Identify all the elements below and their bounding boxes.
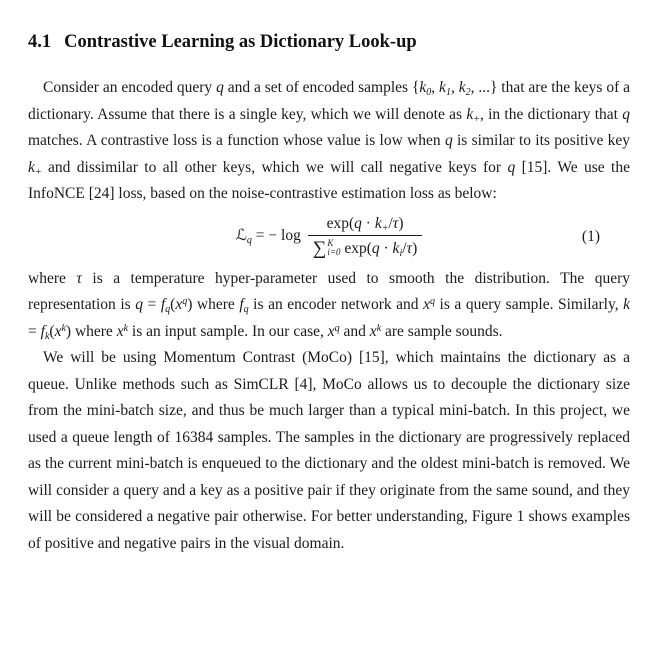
text-run: ℒ$_q$: [235, 227, 252, 247]
paragraph-moco-queue: [28, 345, 630, 557]
text-run: =: [142, 296, 161, 313]
sum-symbol: ∑ K i=0: [312, 237, 341, 259]
math-symbol: q: [135, 296, 143, 313]
text-run: ) where: [65, 322, 117, 340]
text-run: (: [49, 322, 55, 340]
text-run: We will be using Momentum Contrast (MoCo) [15], which maintains the dictionary as a queue. Unlike methods such as SimCLR [4], MoCo allows us to decouple the dictionary size from the mini-batch size, and thus be much larger than a typical mini-batch. In this project, we used a queue length of 16384 samples. The samples in the dictionary are progressively replaced as the current mini-batch is enqueued to the dictionary and the oldest mini-batch is removed. We will consider a query and a key as a positive pair if they originate from the same sound, and they will be considered a negative pair otherwise. For better understanding, Figure 1 shows examples of positive and negative pairs in the visual domain.: [28, 349, 630, 552]
text-run: , ...} that are the keys of a dictionary. Assume that there is a single key, which we will denote as: [28, 79, 631, 123]
text-run: and a set of encoded samples {: [223, 79, 420, 96]
text-run: ,: [431, 79, 440, 96]
math-symbol: q: [444, 132, 453, 149]
section-heading: [28, 31, 630, 54]
math-symbol: $f_k$: [40, 322, 50, 342]
math-symbol: $x^q$: [327, 322, 340, 340]
math-symbol: $k_2$: [458, 79, 471, 98]
text-run: ) where: [187, 296, 240, 313]
text-run: ): [412, 240, 418, 257]
equation-lhs: [236, 223, 301, 250]
math-symbol: $x^k$: [54, 322, 66, 340]
math-symbol: $x^k$: [116, 322, 129, 340]
math-symbol: $x^k$: [369, 322, 382, 340]
math-symbol: q: [507, 158, 516, 176]
math-symbol: q: [622, 105, 630, 123]
math-symbol: $x^q$: [175, 296, 188, 313]
text-run: /: [388, 215, 393, 232]
text-run: ·: [379, 240, 393, 257]
text-run: is an encoder network and: [248, 296, 424, 313]
text-run: is a query sample. Similarly,: [435, 296, 624, 313]
math-symbol: $k_i$: [392, 240, 403, 259]
text-run: , in the dictionary that: [479, 105, 623, 123]
text-run: [15]. We use the InfoNCE [24] loss, based on the noise-contrastive estimation loss as below:: [28, 158, 630, 202]
section-number: 4.1: [28, 32, 52, 52]
text-run: are sample sounds.: [381, 322, 503, 340]
fraction-numerator: [322, 213, 409, 235]
math-symbol: τ: [76, 269, 82, 287]
text-run: and: [339, 322, 370, 340]
paragraph-notation: [28, 266, 630, 346]
math-symbol: τ: [392, 215, 399, 232]
text-run: exp(: [326, 215, 355, 232]
math-symbol: $k_+$: [466, 105, 480, 125]
equation-number: (1): [581, 227, 600, 245]
text-run: = − log: [251, 227, 301, 245]
math-symbol: q: [354, 215, 362, 232]
text-run: is similar to its positive key: [452, 132, 630, 149]
math-symbol: k: [623, 296, 631, 313]
text-run: =: [28, 322, 41, 340]
math-symbol: $k_+$: [374, 215, 389, 234]
math-symbol: $k_+$: [28, 158, 42, 178]
text-run: ·: [361, 215, 375, 232]
text-run: Consider an encoded query: [43, 79, 217, 96]
text-run: and dissimilar to all other keys, which we will call negative keys for: [41, 158, 508, 176]
math-symbol: $f_q$: [239, 296, 249, 315]
math-symbol: q: [371, 240, 380, 257]
text-run: (: [170, 296, 176, 313]
math-symbol: τ: [406, 240, 413, 257]
text-run: matches. A contrastive loss is a function whose value is low when: [28, 132, 445, 149]
fraction-denominator: [308, 235, 422, 260]
math-symbol: q: [216, 79, 224, 96]
section-title: Contrastive Learning as Dictionary Look-up: [64, 32, 417, 52]
equation-infonce: [28, 208, 630, 266]
text-run: exp(: [340, 240, 372, 257]
text-run: where: [28, 269, 77, 287]
equation-fraction: [308, 213, 422, 260]
text-run: ,: [450, 79, 459, 96]
math-symbol: $k_1$: [439, 79, 451, 98]
math-symbol: $x^q$: [423, 296, 435, 313]
text-run: is an input sample. In our case,: [128, 322, 328, 340]
math-symbol: $k_0$: [419, 79, 432, 98]
text-run: /: [402, 240, 407, 257]
text-run: ): [398, 215, 404, 232]
math-symbol: $f_q$: [160, 296, 171, 315]
text-run: is a temperature hyper-parameter used to smooth the distribution. The query representation is: [28, 269, 630, 313]
paragraph-contrastive-intro: [28, 75, 630, 208]
